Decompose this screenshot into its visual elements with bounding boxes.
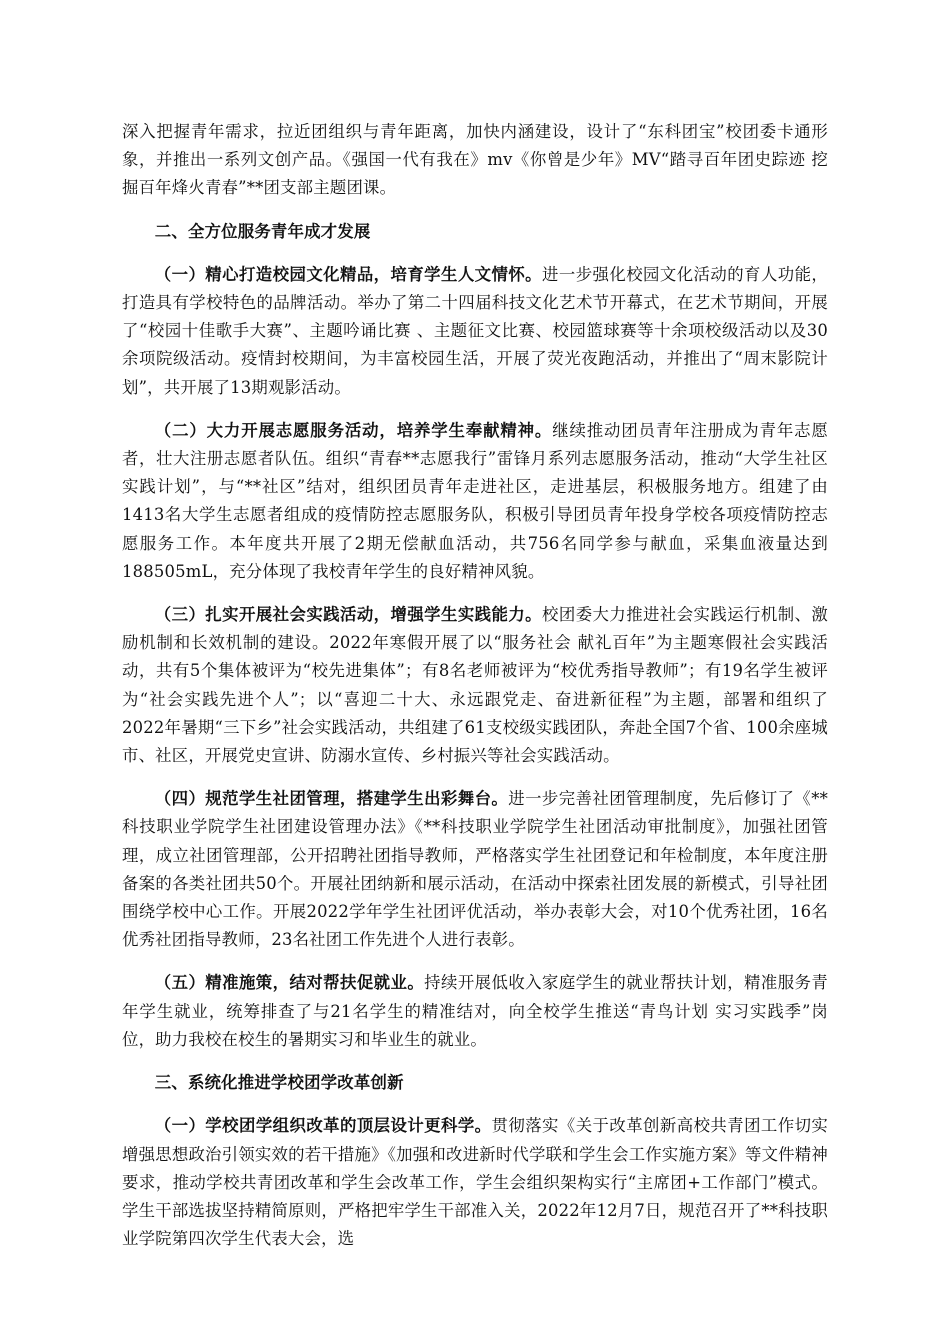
item-body: 持续开展低收入家庭学生的就业帮扶计划，精准服务青年学生就业，统筹排查了与21名学生的精准结对，向全校学生推送“青鸟计划 实习实践季”岗位，助力我校在校生的暑期实习和毕业生的就业。 <box>122 973 828 1049</box>
item-body: 校团委大力推进社会实践运行机制、激励机制和长效机制的建设。2022年寒假开展了以“服务社会 献礼百年”为主题寒假社会实践活动，共有5个集体被评为“校先进集体”；有8名老师被评为“校优秀指导教师”；有19名学生被评为“社会实践先进个人”；以“喜迎二十大、永远跟党走、奋进新征程”为主题，部署和组织了2022年暑期“三下乡”社会实践活动，共组建了61支校级实践团队，奔赴全国7个省、100余座城市、社区，开展党史宣讲、防溺水宣传、乡村振兴等社会实践活动。 <box>122 605 828 766</box>
item-lead: （三）扎实开展社会实践活动，增强学生实践能力。 <box>154 605 543 625</box>
section-2-item-1 <box>122 261 828 402</box>
item-body: 继续推动团员青年注册成为青年志愿者，壮大注册志愿者队伍。组织“青春**志愿我行”雷锋月系列志愿服务活动，推动“大学生社区实践计划”，与“**社区”结对，组织团员青年走进社区，走进基层，积极服务地方。组建了由1413名大学生志愿者组成的疫情防控志愿服务队，积极引导团员青年投身学校各项疫情防控志愿服务工作。本年度共开展了2期无偿献血活动，共756名同学参与献血，采集血液量达到188505mL，充分体现了我校青年学生的良好精神风貌。 <box>122 420 828 581</box>
item-lead: （五）精准施策，结对帮扶促就业。 <box>154 973 425 993</box>
section-2-item-3 <box>122 601 828 770</box>
opening-paragraph: 深入把握青年需求，拉近团组织与青年距离，加快内涵建设，设计了“东科团宝”校团委卡通形象，并推出一系列文创产品。《强国一代有我在》mv《你曾是少年》MV“踏寻百年团史踪迹 挖掘百年烽火青春”**团支部主题团课。 <box>122 122 829 198</box>
section-2-item-4 <box>122 785 828 954</box>
section-2-heading: 二、全方位服务青年成才发展 <box>154 221 371 241</box>
item-body: 贯彻落实《关于改革创新高校共青团工作切实增强思想政治引领实效的若干措施》《加强和改进新时代学联和学生会工作实施方案》等文件精神要求，推动学校共青团改革和学生会改革工作，学生会组织架构实行“主席团+工作部门”模式。学生干部选拔坚持精简原则，严格把牢学生干部准入关，2022年12月7日，规范召开了**科技职业学院第四次学生代表大会，选 <box>122 1116 829 1249</box>
item-lead: （二）大力开展志愿服务活动，培养学生奉献精神。 <box>154 420 553 440</box>
section-2-item-2 <box>122 417 828 586</box>
item-body: 进一步强化校园文化活动的育人功能，打造具有学校特色的品牌活动。举办了第二十四届科技文化艺术节开幕式，在艺术节期间，开展了“校园十佳歌手大赛”、主题吟诵比赛 、主题征文比赛、校园篮球赛等十余项校级活动以及30余项院级活动。疫情封校期间，为丰富校园生活，开展了荧光夜跑活动，并推出了“周末影院计划”，共开展了13期观影活动。 <box>122 264 828 397</box>
section-3-item-1 <box>122 1112 828 1253</box>
item-body: 进一步完善社团管理制度，先后修订了《**科技职业学院学生社团建设管理办法》《**科技职业学院学生社团活动审批制度》，加强社团管理，成立社团管理部，公开招聘社团指导教师，严格落实学生社团登记和年检制度，本年度注册备案的各类社团共50个。开展社团纳新和展示活动，在活动中探索社团发展的新模式，引导社团围绕学校中心工作。开展2022学年学生社团评优活动，举办表彰大会，对10个优秀社团，16名优秀社团指导教师，23名社团工作先进个人进行表彰。 <box>122 789 828 950</box>
item-lead: （一）学校团学组织改革的顶层设计更科学。 <box>154 1116 492 1136</box>
section-2-item-5 <box>122 969 828 1054</box>
item-lead: （一）精心打造校园文化精品，培育学生人文情怀。 <box>154 264 543 284</box>
section-3-heading: 三、系统化推进学校团学改革创新 <box>154 1073 404 1093</box>
item-lead: （四）规范学生社团管理，搭建学生出彩舞台。 <box>154 789 509 809</box>
